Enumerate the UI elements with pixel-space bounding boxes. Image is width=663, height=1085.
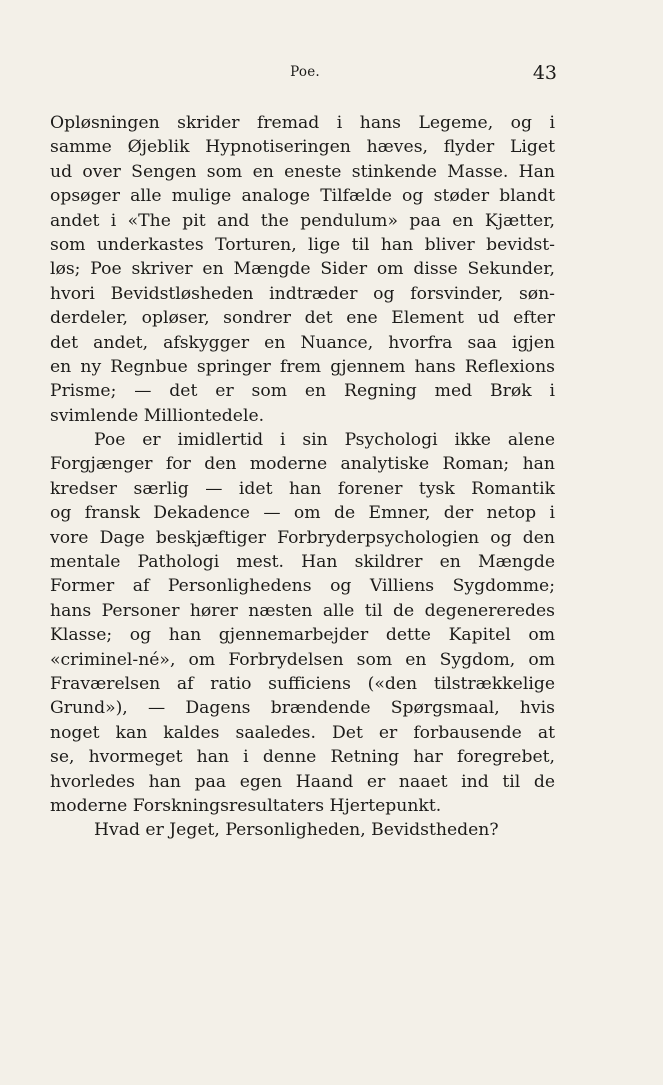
text-line: Poe er imidlertid i sin Psychologi ikke alene — [94, 430, 555, 451]
text-line: Forgjænger for den moderne analytiske Roman; han — [50, 454, 555, 475]
text-line: mentale Pathologi mest. Han skildrer en Mængde — [50, 552, 555, 573]
text-line: Grund»), — Dagens brændende Spørgsmaal, hvis — [50, 698, 555, 719]
text-line: vore Dage beskjæftiger Forbryderpsychologien og den — [50, 527, 555, 548]
text-line: hans Personer hører næsten alle til de degenereredes — [50, 600, 555, 621]
text-line: en ny Regnbue springer frem gjennem hans Reflexions — [50, 356, 555, 377]
text-line: kredser særlig — idet han forener tysk Romantik — [50, 478, 555, 499]
paragraph — [50, 111, 555, 428]
running-title: Poe. — [290, 64, 320, 80]
text-line: svimlende Milliontedele. — [50, 405, 265, 426]
page-number: 43 — [532, 62, 557, 84]
text-line: samme Øjeblik Hypnotiseringen hæves, flyder Liget — [50, 137, 555, 158]
text-line: Hvad er Jeget, Personligheden, Bevidstheden? — [94, 820, 499, 841]
text-line: opsøger alle mulige analoge Tilfælde og støder blandt — [50, 186, 555, 207]
text-line: som underkastes Torturen, lige til han bliver bevidst- — [50, 234, 555, 255]
text-line: andet i «The pit and the pendulum» paa en Kjætter, — [50, 210, 555, 231]
text-line: derdeler, opløser, sondrer det ene Element ud efter — [50, 308, 555, 329]
text-line: Former af Personlighedens og Villiens Sygdomme; — [50, 576, 555, 597]
text-line: løs; Poe skriver en Mængde Sider om disse Sekunder, — [50, 259, 555, 280]
text-line: Klasse; og han gjennemarbejder dette Kapitel om — [50, 625, 555, 646]
text-line: «criminel-né», om Forbrydelsen som en Sygdom, om — [50, 649, 555, 670]
body-text — [50, 111, 555, 843]
text-line: hvori Bevidstløsheden indtræder og forsvinder, søn- — [50, 283, 555, 304]
paragraph — [50, 818, 555, 842]
text-line: Prisme; — det er som en Regning med Brøk i — [50, 381, 555, 402]
text-line: noget kan kaldes saaledes. Det er forbausende at — [50, 722, 555, 743]
text-line: Opløsningen skrider fremad i hans Legeme, og i — [50, 113, 555, 133]
text-line: hvorledes han paa egen Haand er naaet ind til de — [50, 771, 555, 792]
running-head — [50, 62, 560, 86]
text-line: og fransk Dekadence — om de Emner, der netop i — [50, 503, 555, 524]
text-line: moderne Forskningsresultaters Hjertepunkt. — [50, 795, 442, 816]
text-line: det andet, afskygger en Nuance, hvorfra saa igjen — [50, 332, 555, 353]
text-line: se, hvormeget han i denne Retning har foregrebet, — [50, 747, 555, 768]
text-line: ud over Sengen som en eneste stinkende Masse. Han — [50, 161, 555, 182]
paragraph — [50, 428, 555, 818]
text-line: Fraværelsen af ratio sufficiens («den tilstrækkelige — [50, 673, 555, 694]
